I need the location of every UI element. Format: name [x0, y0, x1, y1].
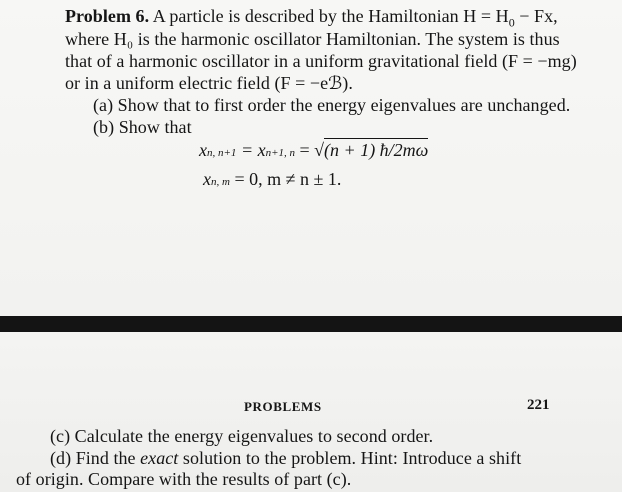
eq1-sub-2: n+1, n [265, 147, 296, 159]
part-d-label: (d) Find the [50, 448, 141, 468]
part-d-exact: exact [140, 448, 179, 468]
equation-2 [203, 169, 341, 190]
eq1-mid: = x [236, 140, 266, 160]
page-divider [0, 316, 622, 332]
problem-line-1 [65, 6, 558, 31]
problem-line-2: where H₀ is the harmonic oscillator Hamiltonian. The system is thus [65, 29, 560, 49]
problem-line-1-tail: − Fx, [514, 6, 558, 26]
problem-label: Problem 6. [65, 6, 150, 26]
part-a: (a) Show that to first order the energy eigenvalues are unchanged. [93, 95, 571, 115]
eq2-sub: n, m [211, 176, 230, 188]
eq1-x: x [199, 140, 207, 160]
eq1-sub-1: n, n+1 [207, 147, 237, 159]
eq2-x: x [203, 169, 211, 189]
part-b: (b) Show that [93, 117, 192, 137]
eq2-right: = 0, m ≠ n ± 1. [229, 169, 342, 189]
running-header: PROBLEMS [244, 399, 322, 414]
problem-line-1-text: A particle is described by the Hamiltonian H = H [149, 6, 509, 26]
part-c: (c) Calculate the energy eigenvalues to second order. [50, 426, 434, 446]
part-d-rest: solution to the problem. Hint: Introduce a shift [178, 448, 522, 468]
eq1-sqrt: = √ [295, 140, 325, 160]
page-number: 221 [527, 397, 550, 413]
eq1-radicand: (n + 1) ħ/2mω [324, 140, 429, 160]
problem-line-3: that of a harmonic oscillator in a uniform gravitational field (F = −mg) [65, 51, 577, 71]
equation-1 [199, 140, 428, 161]
h-zero-subscript: 0 [508, 15, 515, 30]
problem-line-4: or in a uniform electric field (F = −eℬ). [65, 73, 353, 93]
part-d-line-2: of origin. Compare with the results of part (c). [16, 469, 352, 489]
part-d-line-1 [50, 448, 521, 469]
